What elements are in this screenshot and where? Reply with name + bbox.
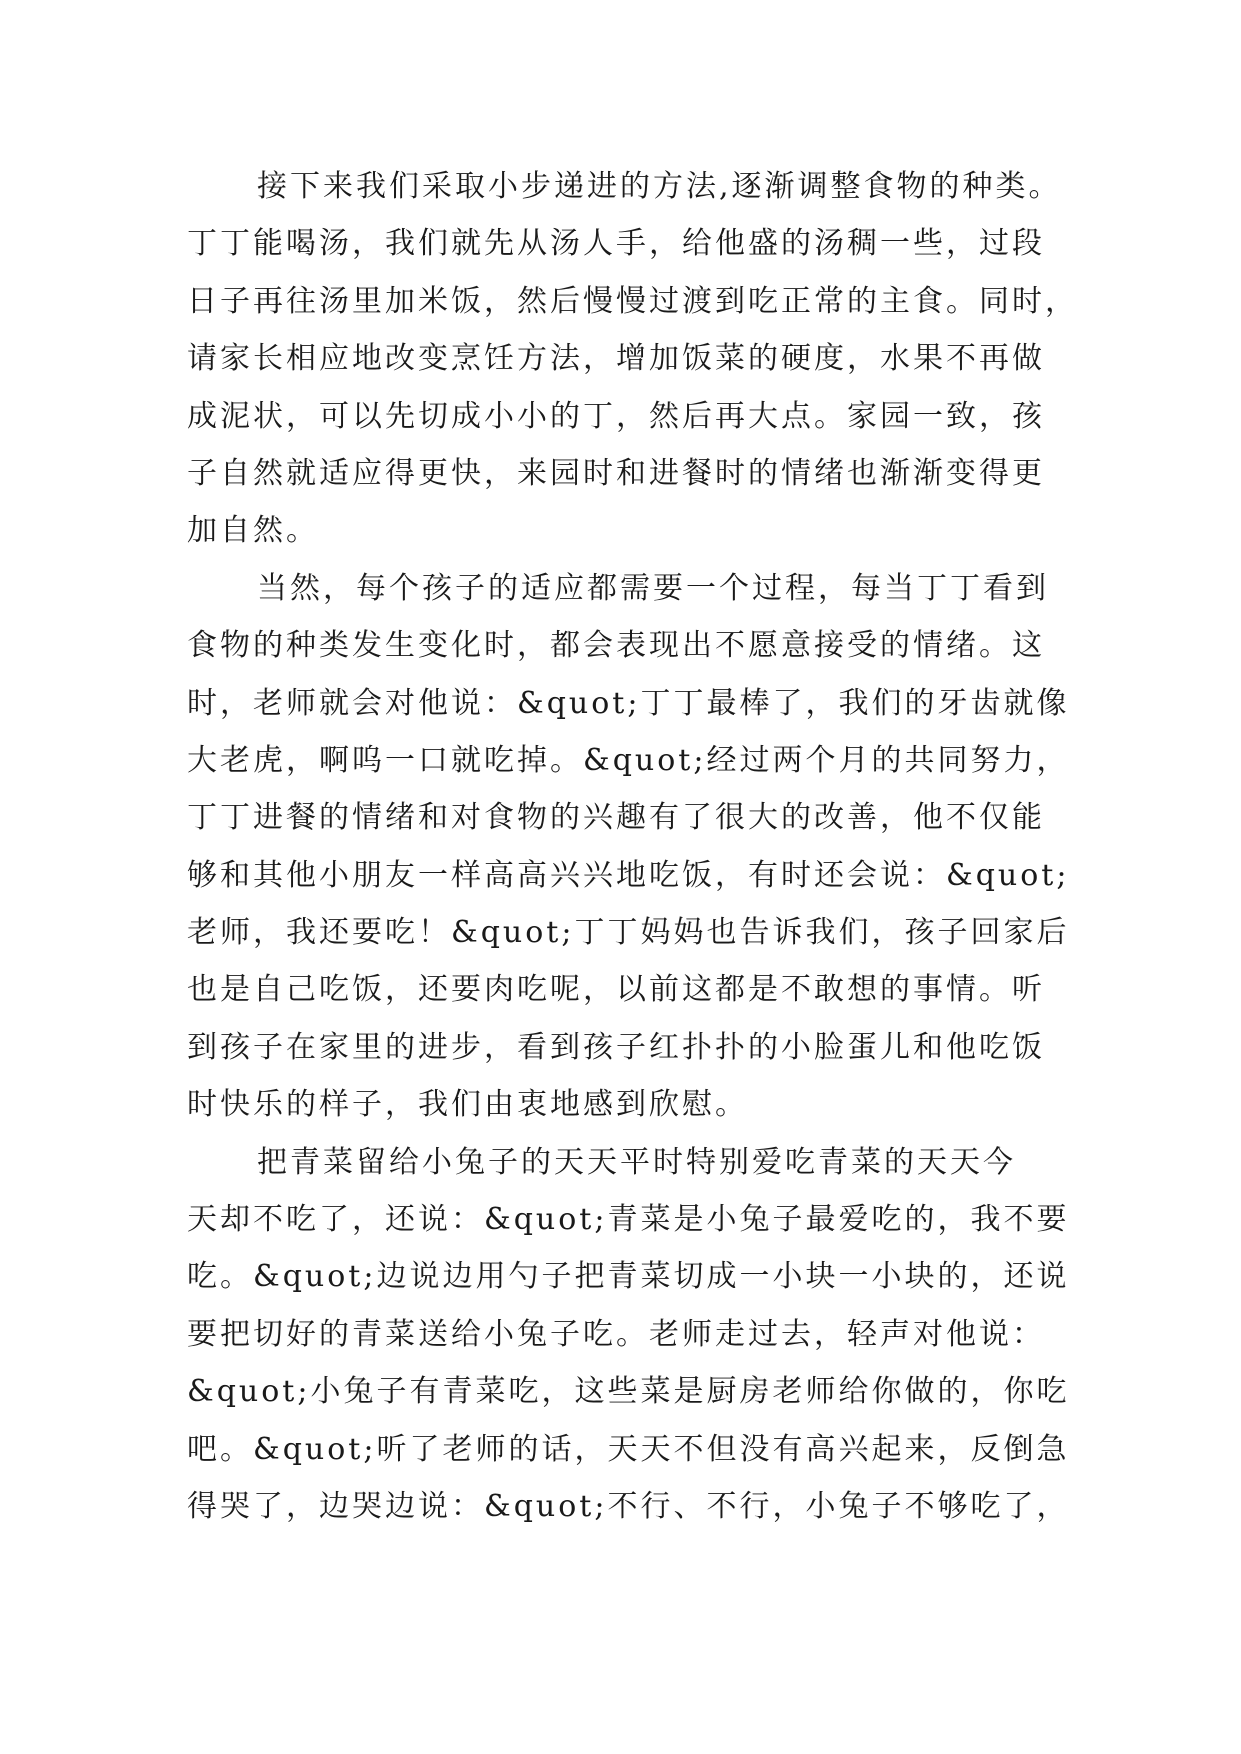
paragraph-line: 吧。&quot;听了老师的话，天天不但没有高兴起来，反倒急	[187, 1431, 1070, 1467]
paragraph-line: 接下来我们采取小步递进的方法,逐渐调整食物的种类。	[257, 169, 1062, 204]
paragraph-line: 子自然就适应得更快，来园时和进餐时的情绪也渐渐变得更	[187, 455, 1045, 491]
body-text	[187, 158, 1087, 1535]
paragraph-line: 到孩子在家里的进步，看到孩子红扑扑的小脸蛋儿和他吃饭	[187, 1029, 1045, 1065]
paragraph-line: 加自然。	[187, 513, 319, 549]
paragraph-line: 吃。&quot;边说边用勺子把青菜切成一小块一小块的，还说	[187, 1259, 1070, 1295]
paragraph-line: 成泥状，可以先切成小小的丁，然后再大点。家园一致，孩	[187, 398, 1045, 434]
paragraph-line: 大老虎，啊呜一口就吃掉。&quot;经过两个月的共同努力，	[187, 742, 1070, 778]
paragraph-line: 要把切好的青菜送给小兔子吃。老师走过去，轻声对他说：	[187, 1316, 1045, 1352]
paragraph-line: 日子再往汤里加米饭，然后慢慢过渡到吃正常的主食。同时，	[187, 283, 1078, 319]
paragraph-line: 得哭了，边哭边说：&quot;不行、不行，小兔子不够吃了，	[187, 1488, 1070, 1524]
paragraph-line: 时快乐的样子，我们由衷地感到欣慰。	[187, 1087, 748, 1123]
paragraph-line: 当然，每个孩子的适应都需要一个过程，每当丁丁看到	[257, 570, 1049, 606]
paragraph-line: 也是自己吃饭，还要肉吃呢，以前这都是不敢想的事情。听	[187, 972, 1045, 1008]
paragraph-line: 丁丁能喝汤，我们就先从汤人手，给他盛的汤稠一些，过段	[187, 226, 1045, 262]
paragraph-line: 天却不吃了，还说：&quot;青菜是小兔子最爱吃的，我不要	[187, 1202, 1070, 1238]
paragraph-line: 食物的种类发生变化时，都会表现出不愿意接受的情绪。这	[187, 628, 1045, 664]
paragraph-line: 请家长相应地改变烹饪方法，增加饭菜的硬度，水果不再做	[187, 341, 1045, 377]
paragraph-line: &quot;小兔子有青菜吃，这些菜是厨房老师给你做的，你吃	[187, 1374, 1070, 1410]
paragraph-line: 老师，我还要吃！&quot;丁丁妈妈也告诉我们，孩子回家后	[187, 915, 1070, 951]
paragraph-line: 够和其他小朋友一样高高兴兴地吃饭，有时还会说：&quot;	[187, 857, 1070, 893]
paragraph-line: 丁丁进餐的情绪和对食物的兴趣有了很大的改善，他不仅能	[187, 800, 1045, 836]
paragraph-line: 把青菜留给小兔子的天天平时特别爱吃青菜的天天今	[257, 1144, 1016, 1180]
paragraph-line: 时，老师就会对他说：&quot;丁丁最棒了，我们的牙齿就像	[187, 685, 1070, 721]
